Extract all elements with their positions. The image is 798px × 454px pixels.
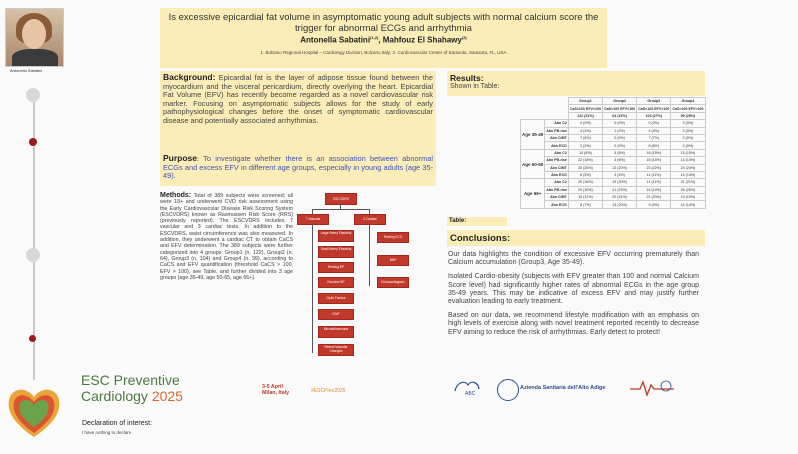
cell: 22 (18%)	[568, 157, 602, 164]
cell: 24 (24%)	[671, 164, 705, 171]
col-crit: CaS>100 EFV>100	[672, 106, 704, 111]
flow-right-item: Resting ECG	[377, 232, 409, 243]
cell: 20 (16%)	[568, 186, 602, 193]
table-row	[521, 179, 706, 186]
col-n: 64 (16%)	[603, 112, 637, 119]
cell: 3 (5%)	[603, 171, 637, 178]
cell: 2 (2%)	[568, 142, 602, 149]
flow-right-item: Echocardiogram	[377, 277, 409, 288]
table-header-row	[521, 105, 706, 112]
authors: Antonella Sabatini$^{(1,2)}$, Mahfouz El Shahawy$^{(2)}$	[300, 35, 467, 45]
col-n: 104 (27%)	[637, 112, 671, 119]
col-group: Group2	[603, 98, 637, 105]
cell: 0 (0%)	[637, 120, 671, 127]
age-block-35-49	[521, 120, 706, 150]
age-block-50-65	[521, 149, 706, 179]
table-caption: Table:	[447, 217, 507, 226]
row-label: Abn ECG	[545, 171, 569, 178]
cell: 8 (7%)	[568, 201, 602, 208]
table-row	[521, 120, 706, 127]
cell: 16 (15%)	[637, 149, 671, 156]
row-label: Abn CIMT	[545, 134, 569, 141]
col-n: 122 (31%)	[568, 112, 602, 119]
cell: 4 (3%)	[568, 127, 602, 134]
cell: 30 (25%)	[568, 164, 602, 171]
col-group: Group3	[637, 98, 671, 105]
timeline-dot-red	[29, 138, 37, 146]
affiliations: 1. Bolzano Regional Hospital – Cardiology Division, Bolzano Italy; 2. Cardiovascular Center of Sarasota, Sarasota, FL, USA	[260, 49, 507, 55]
flow-left-item: Large Artery Elasticity	[318, 230, 354, 242]
col-group: Group4	[671, 98, 705, 105]
flow-left-item: Retinal Vascular Changes	[318, 344, 354, 356]
table-row	[521, 164, 706, 171]
conclusion-paragraph: Based on our data, we recommend lifestyle modification with an emphasis on high levels of exercise along with novel treatment reported recently to decrease EFV aiming to reduce the risk of arrhythmias. Early detect to protect!	[448, 312, 699, 336]
cell: 10 (8%)	[568, 149, 602, 156]
row-label: Abn CIMT	[545, 164, 569, 171]
table-row	[521, 142, 706, 149]
table-row	[521, 194, 706, 201]
event-info: 3-5 April Milan, Italy	[262, 384, 290, 397]
cell: 11 (11%)	[637, 179, 671, 186]
results-table	[520, 97, 706, 209]
cell: 11 (11%)	[637, 171, 671, 178]
row-label: Abn ECG	[545, 142, 569, 149]
conclusion-paragraph: Our data highlights the condition of excessive EFV occurring prematurely than Calcium accumulation (Group3, Age 35-49).	[448, 251, 699, 267]
abc-logo-icon	[452, 377, 482, 397]
cell: 14 (14%)	[671, 171, 705, 178]
cell: 0 (0%)	[671, 127, 705, 134]
table-header-row	[521, 112, 706, 119]
row-label: Abn C2	[545, 179, 569, 186]
age-label: Age 50-65	[521, 149, 545, 179]
flow-root: ESCVDRS	[325, 193, 357, 205]
poster-title: Is excessive epicardial fat volume in asymptomatic young adult subjects with normal calcium score the trigger for abnormal ECGs and arrhythmia	[168, 12, 599, 34]
flow-left-item: Microalbuminuria	[318, 326, 354, 338]
asl-name: Azienda Sanitaria dell'Alto Adige	[520, 385, 606, 391]
timeline-dot-gray-2	[26, 248, 40, 262]
table-row	[521, 134, 706, 141]
cell: 13 (20%)	[603, 164, 637, 171]
cell: 6 (6%)	[637, 142, 671, 149]
flow-left-item: Resting BP	[318, 262, 354, 273]
conclusions-header	[447, 230, 705, 246]
background-box	[160, 71, 436, 154]
cell: 7 (7%)	[637, 134, 671, 141]
cell: 19 (19%)	[671, 194, 705, 201]
row-label: Abn C2	[545, 149, 569, 156]
table-row	[521, 201, 706, 208]
cell: 20 (31%)	[603, 194, 637, 201]
age-label: Age 35-49	[521, 120, 545, 150]
cell: 9 (9%)	[637, 201, 671, 208]
timeline-dot-gray	[26, 88, 40, 102]
cell: 0 (0%)	[603, 134, 637, 141]
heart-logo-icon	[5, 383, 63, 439]
cell: 13 (20%)	[603, 201, 637, 208]
cell: 26 (26%)	[671, 186, 705, 193]
purpose-box	[160, 152, 436, 186]
esc-logo-line2: Cardiology	[81, 388, 148, 404]
col-crit: CaS<100 EFV<100	[569, 106, 602, 111]
cell: 5 (8%)	[603, 149, 637, 156]
cell: 0 (0%)	[671, 120, 705, 127]
declaration-text: I have nothing to declare	[82, 430, 132, 435]
flow-left-item: Small Artery Elasticity	[318, 246, 354, 258]
cell: 15 (14%)	[637, 157, 671, 164]
cell: 20 (16%)	[568, 179, 602, 186]
timeline-dot-red-2	[29, 335, 36, 342]
cell: 0 (0%)	[671, 142, 705, 149]
background-paragraph: Background: Epicardial fat is the layer of adipose tissue found between the myocardium and the visceral pericardium, directly overlying the heart. Epicardial Fat Volume (EFV) has recently become regarded as a novel cardiovascular risk marker. Focusing on asymptomatic subjects allows for the study of early pathophysiological changes before the onset of symptomatic cardiovascular disease and potentially associated arrhythmias.	[163, 72, 433, 125]
heart-rhythm-logo-icon	[626, 377, 678, 399]
esc-logo	[81, 372, 183, 404]
table-row	[521, 171, 706, 178]
avatar	[5, 8, 64, 67]
cell: 0 (0%)	[603, 120, 637, 127]
cell: 7 (6%)	[568, 134, 602, 141]
conclusion-paragraph: Isolated Cardio-obesity (subjects with EFV greater than 100 and normal Calcium Score level) had significantly higher rates of abnormal ECGs in the age group 35-49 years. This may be indicative of excess EFV and may justify further evaluation leading to early treatment.	[448, 273, 699, 306]
col-crit: CaS<100 EFV>100	[638, 106, 670, 111]
title-box	[160, 8, 607, 68]
cell: 21 (21%)	[671, 179, 705, 186]
col-group: Group1	[568, 98, 602, 105]
asl-logo-icon	[497, 379, 519, 401]
row-label: Abn PB-rise	[546, 128, 567, 133]
row-label: Abn PB-rise	[546, 187, 567, 192]
table-row	[521, 186, 706, 193]
cell: 15 (14%)	[637, 186, 671, 193]
cell: 23 (22%)	[637, 164, 671, 171]
row-label: Abn C2	[545, 120, 569, 127]
results-box	[447, 71, 705, 96]
cell: 21 (20%)	[637, 194, 671, 201]
cell: 0 (0%)	[671, 134, 705, 141]
cell: 4 (4%)	[637, 127, 671, 134]
row-label: Abn ECG	[545, 201, 569, 208]
age-block-66	[521, 179, 706, 209]
cell: 0 (0%)	[568, 120, 602, 127]
flow-left-item: Exercise BP	[318, 277, 354, 288]
cell: 1 (2%)	[603, 127, 637, 134]
table-row	[521, 127, 706, 134]
flow-left-head: 7 Vascular	[297, 214, 329, 225]
conclusions-text	[448, 251, 699, 343]
cell: 14 (14%)	[671, 157, 705, 164]
col-crit: CaS>100 EFV<100	[604, 106, 636, 111]
svg-text:ABC: ABC	[465, 391, 476, 397]
cell: 6 (5%)	[568, 171, 602, 178]
col-n: 99 (25%)	[671, 112, 705, 119]
flow-left-item: Optic Fundus	[318, 293, 354, 304]
cell: 15 (12%)	[568, 194, 602, 201]
age-label: Age 66+	[521, 179, 545, 209]
avatar-caption: Antonella Sabatini	[10, 68, 43, 73]
esc-logo-year: 2025	[151, 388, 183, 404]
results-heading: Results:	[450, 73, 484, 83]
flow-right-item: BNP	[377, 255, 409, 266]
purpose-paragraph: Purpose: To investigate whether there is an association between abnormal ECGs and excess EFV in different age groups, especially in young adults (age 35-49).	[163, 153, 433, 181]
table-row	[521, 157, 706, 164]
conclusions-heading: Conclusions:	[450, 233, 511, 244]
methods-paragraph: Methods: Total of 389 subjects were screened; all were 18+ and underwent CVD risk assessment using the Early Cardiovascular Disease Risk Scoring System (ESCVDRS) known as Rasmussen Risk Score (RRS) (previously reported). The ESCVDRS includes 7 vascular and 3 cardiac tests. In addition to the ESCVDRS, waist circumference was also measured. In addition, they underwent a cardiac CT to obtain CaCS and EFV determination. The 389 subjects were further categorized into 4 groups: Group1 (n. 122), Group2 (n. 64), Group3 (n. 104) and Group4 (n. 99), according to CaCS and EFV quantification (threshold CaCS > 100, EFV > 100), see Table, and further divided into 3 age groups (age 35-49, age 50-65, age 66+).	[160, 192, 293, 281]
flow-left-item: CIMT	[318, 309, 354, 320]
cell: 0 (0%)	[603, 142, 637, 149]
hashtag: #ESCPrev2025	[311, 388, 346, 394]
cell: 14 (14%)	[671, 201, 705, 208]
results-subtitle: Shown in Table:	[450, 83, 500, 90]
cell: 21 (33%)	[603, 186, 637, 193]
row-label: Abn PB-rise	[546, 158, 567, 163]
cell: 4 (6%)	[603, 157, 637, 164]
table-header-row	[521, 98, 706, 105]
declaration-title: Declaration of interest:	[82, 420, 153, 427]
cell: 19 (30%)	[603, 179, 637, 186]
esc-logo-line1: ESC Preventive	[81, 372, 180, 388]
table-row	[521, 149, 706, 156]
flow-right-head: 3 Cardiac	[354, 214, 386, 225]
row-label: Abn CIMT	[545, 194, 569, 201]
cell: 15 (15%)	[671, 149, 705, 156]
